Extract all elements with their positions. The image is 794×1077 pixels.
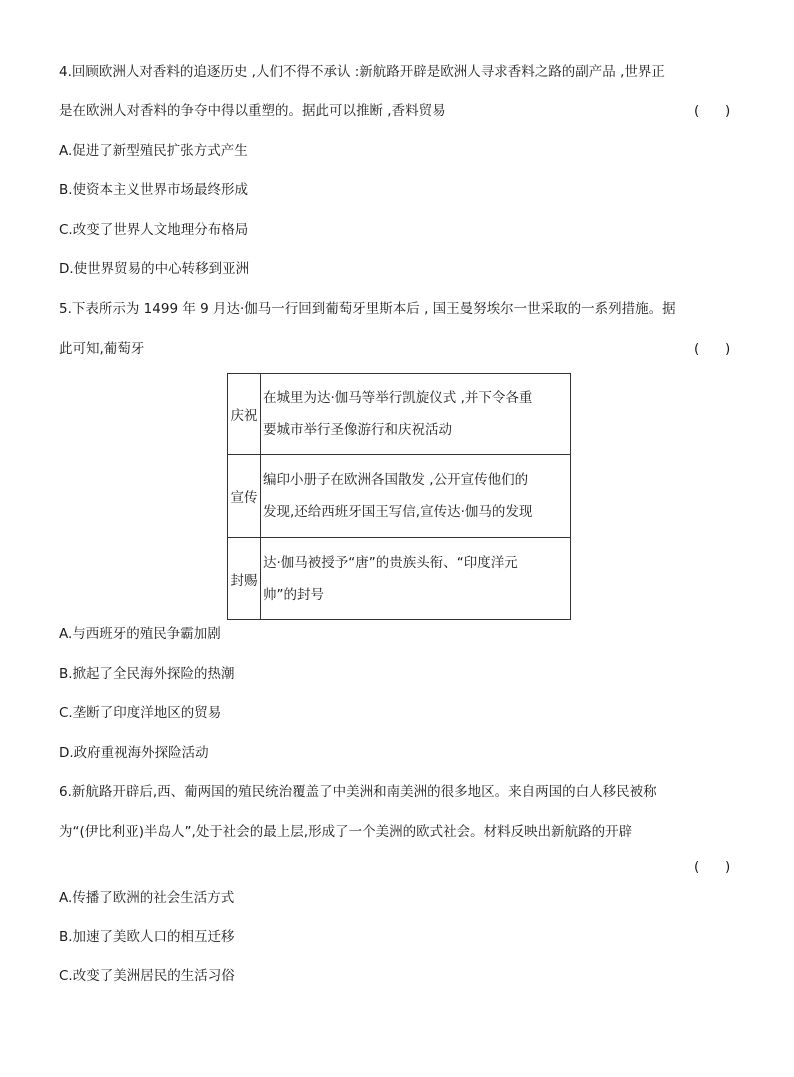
q4-option-b: B.使资本主义世界市场最终形成 (59, 182, 249, 198)
q5-stem-line-2: 此可知,葡萄牙 (59, 341, 145, 357)
q5-stem-line-1: 5.下表所示为 1499 年 9 月达·伽马一行回到葡萄牙里斯本后 , 国王曼努埃尔一世采取的一系列措施。据 (59, 301, 676, 317)
description-line: 编印小册子在欧洲各国散发 ,公开宣传他们的 (263, 472, 529, 488)
q4-option-d: D.使世界贸易的中心转移到亚洲 (59, 261, 250, 277)
q6-option-b: B.加速了美欧人口的相互迁移 (59, 929, 235, 945)
q6-stem-line-1: 6.新航路开辟后,西、葡两国的殖民统治覆盖了中美洲和南美洲的很多地区。来自两国的白人移民被称 (59, 784, 657, 800)
table-row (228, 538, 571, 620)
category-cell: 庆祝 (228, 374, 261, 455)
q4-answer-blank: ( ) (694, 103, 731, 119)
measures-table (227, 373, 571, 620)
q6-option-a: A.传播了欧洲的社会生活方式 (59, 890, 235, 906)
description-cell (261, 538, 571, 620)
q5-option-c: C.垄断了印度洋地区的贸易 (59, 705, 222, 721)
q5-option-a: A.与西班牙的殖民争霸加剧 (59, 626, 221, 642)
table-row (228, 455, 571, 538)
description-line: 在城里为达·伽马等举行凯旋仪式 ,并下令各重 (263, 390, 533, 406)
description-line: 达·伽马被授予“唐”的贵族头衔、“印度洋元 (263, 554, 518, 571)
q4-option-a: A.促进了新型殖民扩张方式产生 (59, 143, 248, 159)
q5-option-b: B.掀起了全民海外探险的热潮 (59, 666, 235, 682)
description-cell (261, 374, 571, 455)
q6-answer-blank: ( ) (694, 859, 731, 875)
q5-answer-blank: ( ) (694, 341, 731, 357)
q6-stem-line-2: 为“(伊比利亚)半岛人”,处于社会的最上层,形成了一个美洲的欧式社会。材料反映出新航路的开辟 (59, 824, 633, 840)
description-cell (261, 455, 571, 538)
q5-option-d: D.政府重视海外探险活动 (59, 745, 209, 761)
q4-option-c: C.改变了世界人文地理分布格局 (59, 222, 249, 238)
description-line: 要城市举行圣像游行和庆祝活动 (263, 422, 452, 438)
category-cell: 宣传 (228, 455, 261, 538)
description-line: 发现,还给西班牙国王写信,宣传达·伽马的发现 (263, 504, 533, 520)
q4-stem-line-1: 4.回顾欧洲人对香料的追逐历史 ,人们不得不承认 :新航路开辟是欧洲人寻求香料之路的副产品 ,世界正 (59, 64, 665, 80)
q4-stem-line-2: 是在欧洲人对香料的争夺中得以重塑的。据此可以推断 ,香料贸易 (59, 103, 446, 119)
category-cell: 封赐 (228, 538, 261, 620)
table-row (228, 374, 571, 455)
q6-option-c: C.改变了美洲居民的生活习俗 (59, 968, 235, 984)
description-line: 帅”的封号 (263, 586, 324, 603)
